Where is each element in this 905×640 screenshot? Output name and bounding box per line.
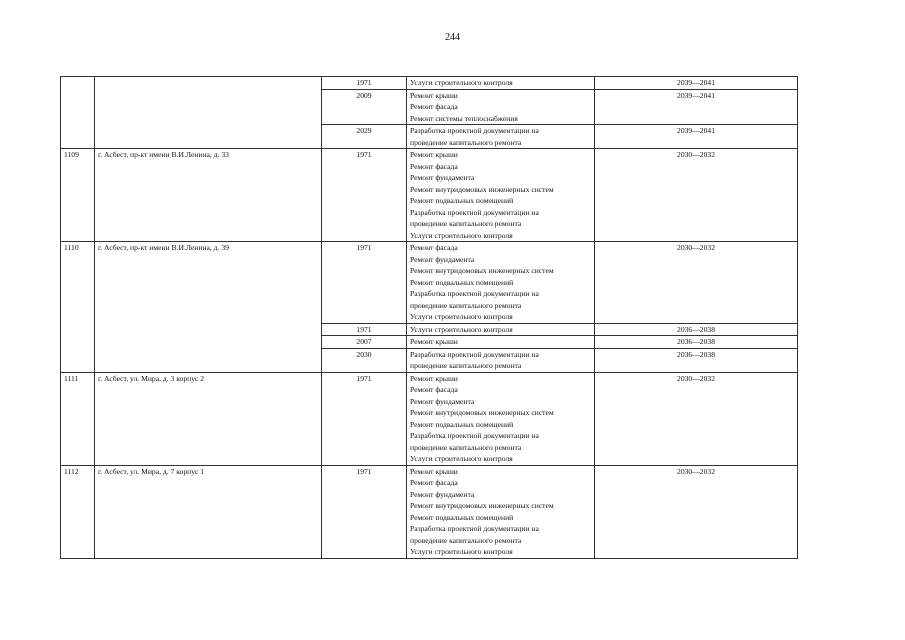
year-cell: 1971 <box>322 465 407 558</box>
work-item: Ремонт фасада <box>410 161 458 171</box>
year-cell: 1971 <box>322 242 407 324</box>
period-cell: 2036—2038 <box>595 348 798 372</box>
work-item: Услуги строительного контроля <box>410 547 513 556</box>
table-body <box>61 77 798 559</box>
work-item: Услуги строительного контроля <box>410 324 513 334</box>
work-item: Ремонт внутридомовых инженерных систем <box>410 266 554 275</box>
work-item: проведение капитального ремонта <box>410 442 522 452</box>
work-item: Услуги строительного контроля <box>410 312 513 321</box>
address-cell <box>95 77 322 149</box>
work-item: Разработка проектной документации на <box>410 431 539 440</box>
work-item: Услуги строительного контроля <box>410 78 513 87</box>
works-cell <box>407 465 595 558</box>
period-cell: 2039—2041 <box>595 89 798 125</box>
work-item: Разработка проектной документации на <box>410 207 539 217</box>
work-item: Разработка проектной документации на <box>410 126 539 135</box>
year-cell: 2029 <box>322 125 407 149</box>
work-item: Разработка проектной документации на <box>410 349 539 359</box>
work-item: проведение капитального ремонта <box>410 535 522 545</box>
works-cell <box>407 336 595 349</box>
table-row <box>61 77 798 90</box>
work-item: Ремонт фундамента <box>410 396 475 406</box>
work-item: Ремонт подвальных помещений <box>410 277 514 287</box>
address-cell: г. Асбест, ул. Мира, д. 7 корпус 1 <box>95 465 322 558</box>
work-item: Ремонт подвальных помещений <box>410 196 514 205</box>
period-cell: 2030—2032 <box>595 149 798 242</box>
work-item: Ремонт крыши <box>410 373 458 383</box>
page-number: 244 <box>445 32 460 43</box>
work-item: Ремонт системы теплоснабжения <box>410 113 518 123</box>
work-item: Услуги строительного контроля <box>410 230 513 240</box>
work-item: Разработка проектной документации на <box>410 524 539 533</box>
address-cell: г. Асбест, пр-кт имени В.И.Ленина, д. 33 <box>95 149 322 242</box>
capital-repair-table <box>60 76 798 559</box>
work-item: Ремонт внутридомовых инженерных систем <box>410 501 554 510</box>
work-item: Разработка проектной документации на <box>410 289 539 298</box>
works-cell <box>407 242 595 324</box>
works-cell <box>407 372 595 465</box>
works-cell <box>407 149 595 242</box>
year-cell: 1971 <box>322 77 407 90</box>
year-cell: 2007 <box>322 336 407 349</box>
table-row <box>61 465 798 558</box>
period-cell: 2039—2041 <box>595 77 798 90</box>
work-item: проведение капитального ремонта <box>410 137 522 147</box>
works-cell <box>407 348 595 372</box>
object-number-cell <box>61 77 95 149</box>
work-item: Ремонт фасада <box>410 478 458 487</box>
work-item: Ремонт фасада <box>410 102 458 111</box>
work-item: Ремонт фасада <box>410 243 458 252</box>
work-item: проведение капитального ремонта <box>410 219 522 228</box>
period-cell: 2030—2032 <box>595 372 798 465</box>
table-row <box>61 372 798 465</box>
address-cell: г. Асбест, ул. Мира, д. 3 корпус 2 <box>95 372 322 465</box>
work-item: Ремонт фундамента <box>410 254 475 264</box>
period-cell: 2030—2032 <box>595 465 798 558</box>
year-cell: 2009 <box>322 89 407 125</box>
work-item: Ремонт подвальных помещений <box>410 512 514 522</box>
period-cell: 2039—2041 <box>595 125 798 149</box>
period-cell: 2036—2038 <box>595 336 798 349</box>
works-cell <box>407 125 595 149</box>
work-item: проведение капитального ремонта <box>410 300 522 310</box>
works-cell <box>407 77 595 90</box>
year-cell: 1971 <box>322 372 407 465</box>
year-cell: 1971 <box>322 323 407 336</box>
work-item: Ремонт крыши <box>410 466 458 476</box>
table-row <box>61 242 798 324</box>
work-item: Ремонт крыши <box>410 90 458 100</box>
work-item: Ремонт крыши <box>410 150 458 159</box>
object-number-cell: 1112 <box>61 465 95 558</box>
works-cell <box>407 89 595 125</box>
period-cell: 2036—2038 <box>595 323 798 336</box>
object-number-cell: 1111 <box>61 372 95 465</box>
work-item: Ремонт фундамента <box>410 173 475 182</box>
work-item: проведение капитального ремонта <box>410 361 522 370</box>
table-row <box>61 149 798 242</box>
work-item: Ремонт крыши <box>410 337 458 346</box>
work-item: Услуги строительного контроля <box>410 454 513 463</box>
work-item: Ремонт подвальных помещений <box>410 419 514 429</box>
object-number-cell: 1109 <box>61 149 95 242</box>
year-cell: 2030 <box>322 348 407 372</box>
address-cell: г. Асбест, пр-кт имени В.И.Ленина, д. 39 <box>95 242 322 373</box>
work-item: Ремонт фасада <box>410 385 458 394</box>
period-cell: 2030—2032 <box>595 242 798 324</box>
work-item: Ремонт внутридомовых инженерных систем <box>410 184 554 194</box>
object-number-cell: 1110 <box>61 242 95 373</box>
work-item: Ремонт внутридомовых инженерных систем <box>410 408 554 417</box>
work-item: Ремонт фундамента <box>410 489 475 499</box>
year-cell: 1971 <box>322 149 407 242</box>
works-cell <box>407 323 595 336</box>
